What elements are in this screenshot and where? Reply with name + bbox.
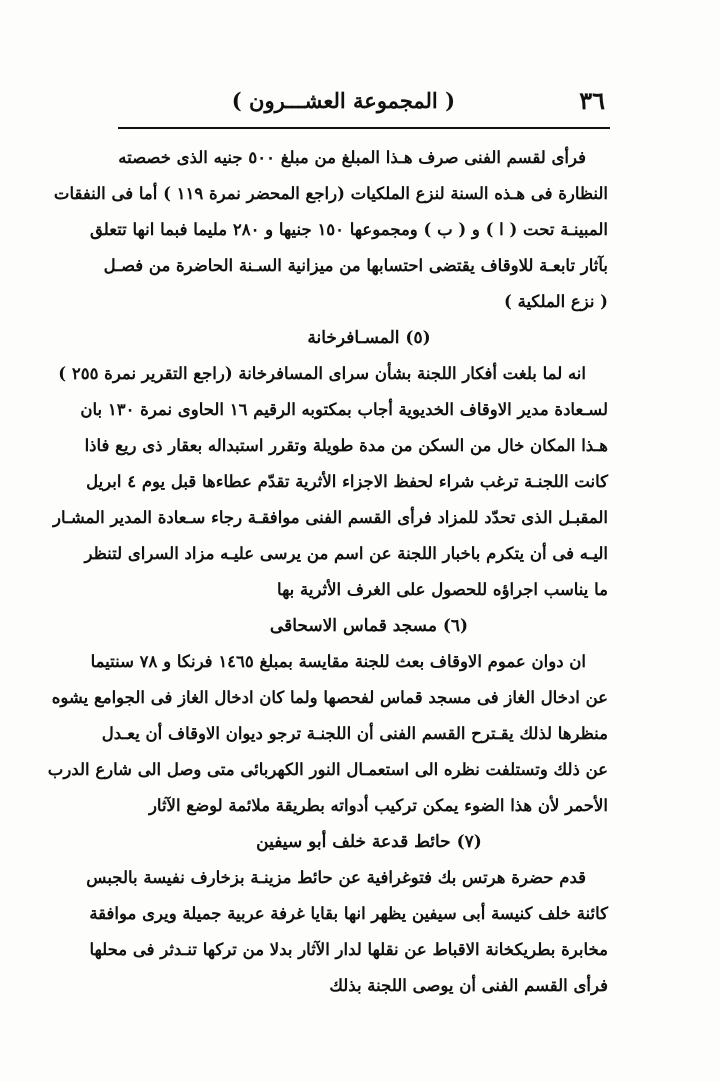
text-line: قدم حضرة هرتس بك فتوغرافية عن حائط مزينـة بزخارف نفيسة بالجبس [86,868,586,887]
text-line: لسـعادة مدير الاوقاف الخديوية أجاب بمكتوبه الرقيم ١٦ الحاوى نمرة ١٣٠ بان [80,400,608,419]
page-number: ٣٦ [579,86,605,115]
section-heading: (٥) المسـافرخانة [307,328,431,348]
text-line: فرأى القسم الفنى أن يوصى اللجنة بذلك [329,976,608,995]
text-line: انه لما بلغت أفكار اللجنة بشأن سراى المسافرخانة (راجع التقرير نمرة ٢٥٥ ) [58,364,586,383]
text-line: بآثار تابعـة للاوقاف يقتضى احتسابها من ميزانية السـنة الحاضرة من فصـل [103,256,608,275]
text-line: فرأى لقسم الفنى صرف هـذا المبلغ من مبلغ ٥٠٠ جنيه الذى خصصته [118,148,586,167]
text-line: ( نزع الملكية ) [504,292,608,311]
text-line: ان دوان عموم الاوقاف بعث للجنة مقايسة بمبلغ ١٤٦٥ فرنكا و ٧٨ سنتيما [90,652,586,671]
text-line: المبينـة تحت ( ا ) و ( ب ) ومجموعها ١٥٠ جنيها و ٢٨٠ مليما فبما انها تتعلق [90,220,608,239]
text-line: عن ذلك وتستلفت نظره الى استعمـال النور الكهربائى متى وصل الى شارع الدرب [47,760,608,779]
text-line: الأحمر لأن هذا الضوء يمكن تركيب أدواته بطريقة ملائمة لوضع الآثار [148,796,608,815]
body-text [47,140,608,1004]
text-line: كائنة خلف كنيسة أبى سيفين يظهر انها بقايا غرفة عربية جميلة ويرى موافقة [89,904,608,923]
text-line: اليـه فى أن يتكرم باخبار اللجنة عن اسم من يرسى عليـه مزاد السراى لتنظر [84,544,608,563]
section-heading: (٦) مسجد قماس الاسحاقى [269,616,469,636]
text-line: مخابرة بطريكخانة الاقباط عن نقلها لدار الآثار بدلا من تركها تنـدثر فى محلها [89,940,608,959]
text-line: كانت اللجنـة ترغب شراء لحفظ الاجزاء الأثرية تقدّم عطاءها قبل يوم ٤ ابريل [86,472,608,491]
page-header [120,86,605,120]
text-line: منظرها لذلك يقـترح القسم الفنى أن اللجنـة ترجو ديوان الاوقاف أن يعـدل [101,724,608,743]
header-rule [118,127,610,129]
text-line: المقبـل الذى تحدّد للمزاد فرأى القسم الفنى موافقـة رجاء سـعادة المدير المشـار [53,508,608,527]
text-line: هـذا المكان خال من السكن من مدة طويلة وتقرر استبداله بعقار ذى ريع فاذا [84,436,608,455]
text-line: عن ادخال الغاز فى مسجد قماس لفحصها ولما كان ادخال الغاز فى الجوامع يشوه [51,688,608,707]
text-line: ما يناسب اجراؤه للحصول على الغرف الأثرية بها [277,580,608,599]
section-heading: (٧) حائط قدعة خلف أبو سيفين [256,832,482,852]
text-line: النظارة فى هـذه السنة لنزع الملكيات (راجع المحضر نمرة ١١٩ ) أما فى النفقات [53,184,608,203]
running-title: ( المجموعة العشـــرون ) [231,88,455,113]
